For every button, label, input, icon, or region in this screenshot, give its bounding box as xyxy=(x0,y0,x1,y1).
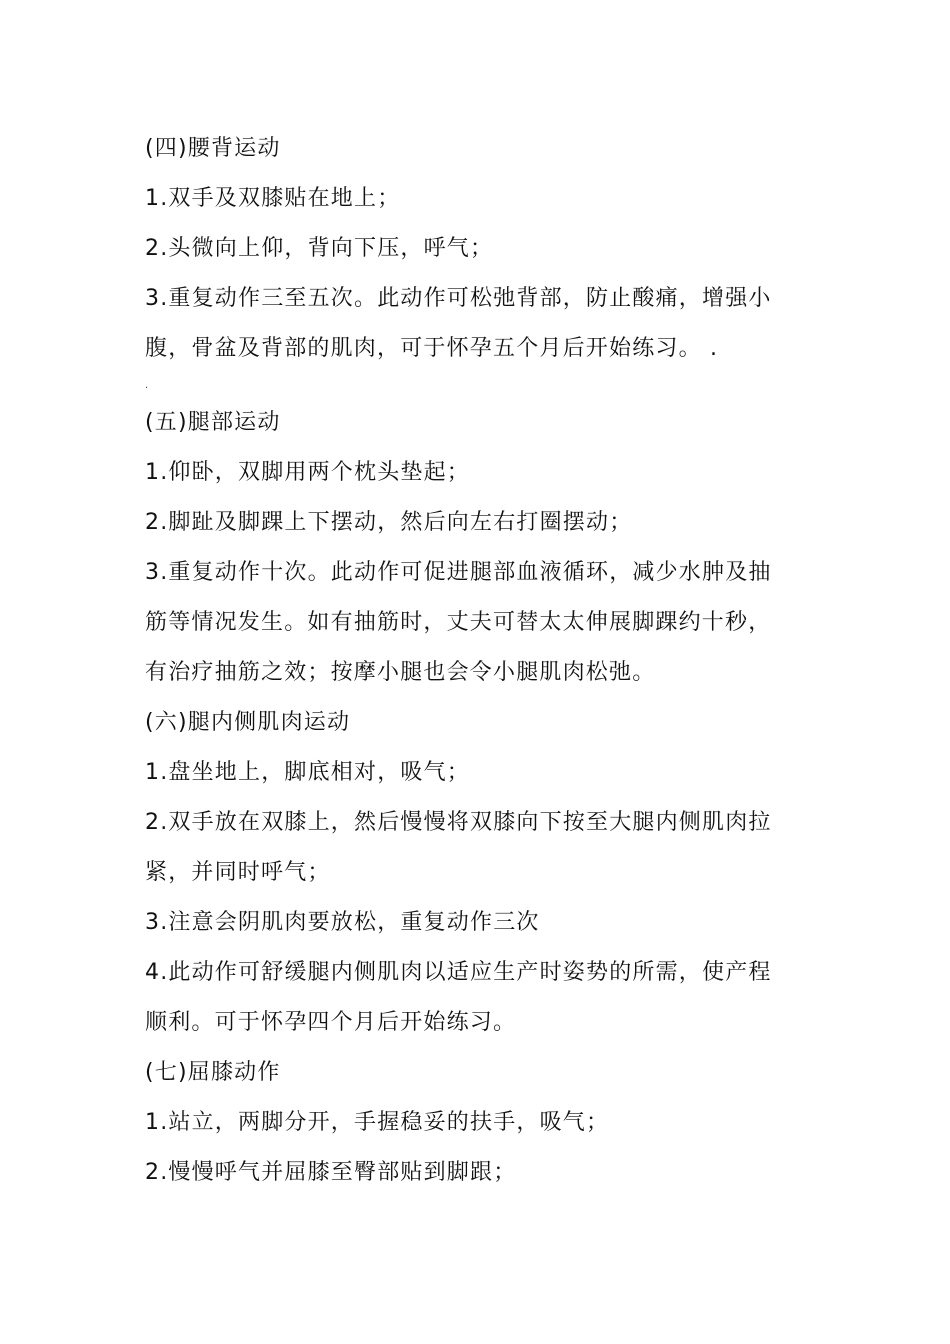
paragraph-line: 紧，并同时呼气； xyxy=(145,860,331,885)
section-heading-legs: (五)腿部运动 xyxy=(145,410,281,435)
paragraph-line: 1.双手及双膝贴在地上； xyxy=(145,186,401,211)
paragraph-line: 3.重复动作十次。此动作可促进腿部血液循环，减少水肿及抽 xyxy=(145,560,772,585)
paragraph-line: 腹，骨盆及背部的肌肉，可于怀孕五个月后开始练习。 . xyxy=(145,336,719,361)
paragraph-line: 3.重复动作三至五次。此动作可松弛背部，防止酸痛，增强小 xyxy=(145,286,772,311)
paragraph-line: 3.注意会阴肌肉要放松，重复动作三次 xyxy=(145,910,540,935)
paragraph-line: 2.慢慢呼气并屈膝至臀部贴到脚跟； xyxy=(145,1160,517,1185)
paragraph-line: 有治疗抽筋之效；按摩小腿也会令小腿肌肉松弛。 xyxy=(145,660,656,685)
paragraph-line: 2.脚趾及脚踝上下摆动，然后向左右打圈摆动； xyxy=(145,510,633,535)
paragraph-line: 1.站立，两脚分开，手握稳妥的扶手，吸气； xyxy=(145,1110,610,1135)
paragraph-line: 筋等情况发生。如有抽筋时，丈夫可替太太伸展脚踝约十秒， xyxy=(145,610,772,635)
section-heading-inner-thigh: (六)腿内侧肌肉运动 xyxy=(145,710,351,735)
section-heading-knee-bend: (七)屈膝动作 xyxy=(145,1060,281,1085)
paragraph-line: 1.盘坐地上，脚底相对，吸气； xyxy=(145,760,470,785)
paragraph-line: 顺利。可于怀孕四个月后开始练习。 xyxy=(145,1010,517,1035)
section-heading-waist-back: (四)腰背运动 xyxy=(145,136,281,161)
stray-dot: . xyxy=(145,380,149,391)
paragraph-line: 2.头微向上仰，背向下压，呼气； xyxy=(145,236,494,261)
paragraph-line: 2.双手放在双膝上，然后慢慢将双膝向下按至大腿内侧肌肉拉 xyxy=(145,810,772,835)
paragraph-line: 1.仰卧，双脚用两个枕头垫起； xyxy=(145,460,470,485)
paragraph-line: 4.此动作可舒缓腿内侧肌肉以适应生产时姿势的所需，使产程 xyxy=(145,960,772,985)
document-body xyxy=(145,124,805,1198)
